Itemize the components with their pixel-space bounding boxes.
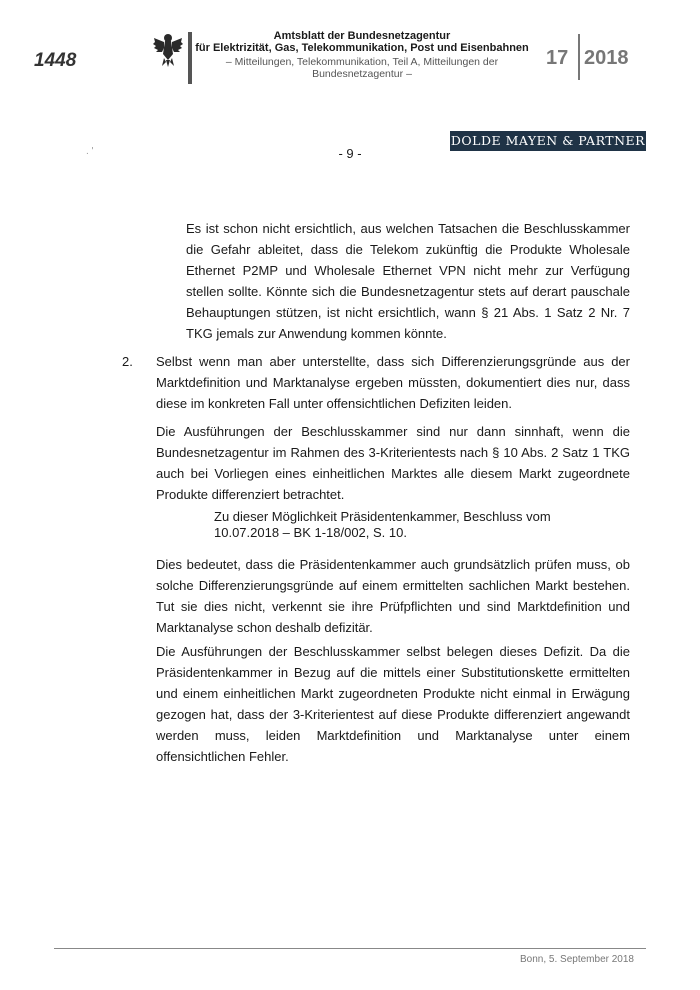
issue-divider [578, 34, 580, 80]
scan-specks: . ' [86, 146, 94, 157]
footer-date: Bonn, 5. September 2018 [520, 954, 634, 965]
list-item-number: 2. [122, 354, 133, 369]
citation-quote: Zu dieser Möglichkeit Präsidentenkammer, Beschluss vom 10.07.2018 – BK 1-18/002, S. 10. [214, 509, 551, 540]
gazette-subtitle: für Elektrizität, Gas, Telekommunikation, Post und Eisenbahnen [195, 42, 529, 54]
issue-year: 2018 [584, 47, 629, 69]
paragraph-deficit: Die Ausführungen der Beschlusskammer selbst belegen dieses Defizit. Da die Präsidentenkammer in Bezug auf die mittels einer Substitutionskette ermittelten und einem einheitlichen Markt zugeordneten Produkte nicht einmal in Erwägung gezogen hat, dass der 3-Kriterientest auf diese Produkte differenziert angewandt werden muss, leiden Marktdefinition und Marktanalyse unter einem offensichtlichen Fehler. [156, 644, 630, 764]
page-number: 1448 [34, 50, 77, 71]
federal-eagle-icon [152, 30, 184, 68]
paragraph-3-criteria-test: Die Ausführungen der Beschlusskammer sind nur dann sinnhaft, wenn die Bundesnetzagentur im Rahmen des 3-Kriterientests nach § 10 Abs. 2 Satz 1 TKG auch bei Vorliegen eines einheitlichen Marktes alle diesem Markt zugeordnete Produkte differenziert betrachtet. [156, 424, 630, 502]
gazette-section: – Mitteilungen, Telekommunikation, Teil A, Mitteilungen der Bundesnetzagentur – [225, 56, 499, 80]
law-firm-logo: DOLDE MAYEN & PARTNER [450, 131, 646, 151]
paragraph-review-duty: Dies bedeutet, dass die Präsidentenkammer auch grundsätzlich prüfen muss, ob solche Differenzierungsgründe auf einem ermittelten sachlichen Markt bestehen. Tut sie dies nicht, verkennt sie ihre Prüfpflichten und sind Marktdefinition und Marktanalyse schon deshalb defizitär. [156, 557, 630, 635]
inner-page-number: - 9 - [338, 146, 362, 161]
footer-divider [54, 948, 646, 949]
issue-number: 17 [546, 47, 569, 69]
gazette-title: Amtsblatt der Bundesnetzagentur [273, 30, 451, 42]
paragraph-telekom-risk: Es ist schon nicht ersichtlich, aus welchen Tatsachen die Beschlusskammer die Gefahr ableitet, dass die Telekom zukünftig die Produkte Wholesale Ethernet P2MP und Wholesale Ethernet VPN nicht mehr zur Verfügung stellen sollte. Könnte sich die Bundesnetzagentur stets auf derart pauschale Behauptungen stützen, ist nicht ersichtlich, wann § 21 Abs. 1 Satz 2 Nr. 7 TKG jemals zur Anwendung kommen könnte. [186, 221, 630, 341]
paragraph-item-2: Selbst wenn man aber unterstellte, dass sich Differenzierungsgründe aus der Marktdefinition und Marktanalyse ergeben müssten, dokumentiert dies nur, dass diese im konkreten Fall unter offensichtlichen Defiziten leiden. [156, 354, 630, 411]
